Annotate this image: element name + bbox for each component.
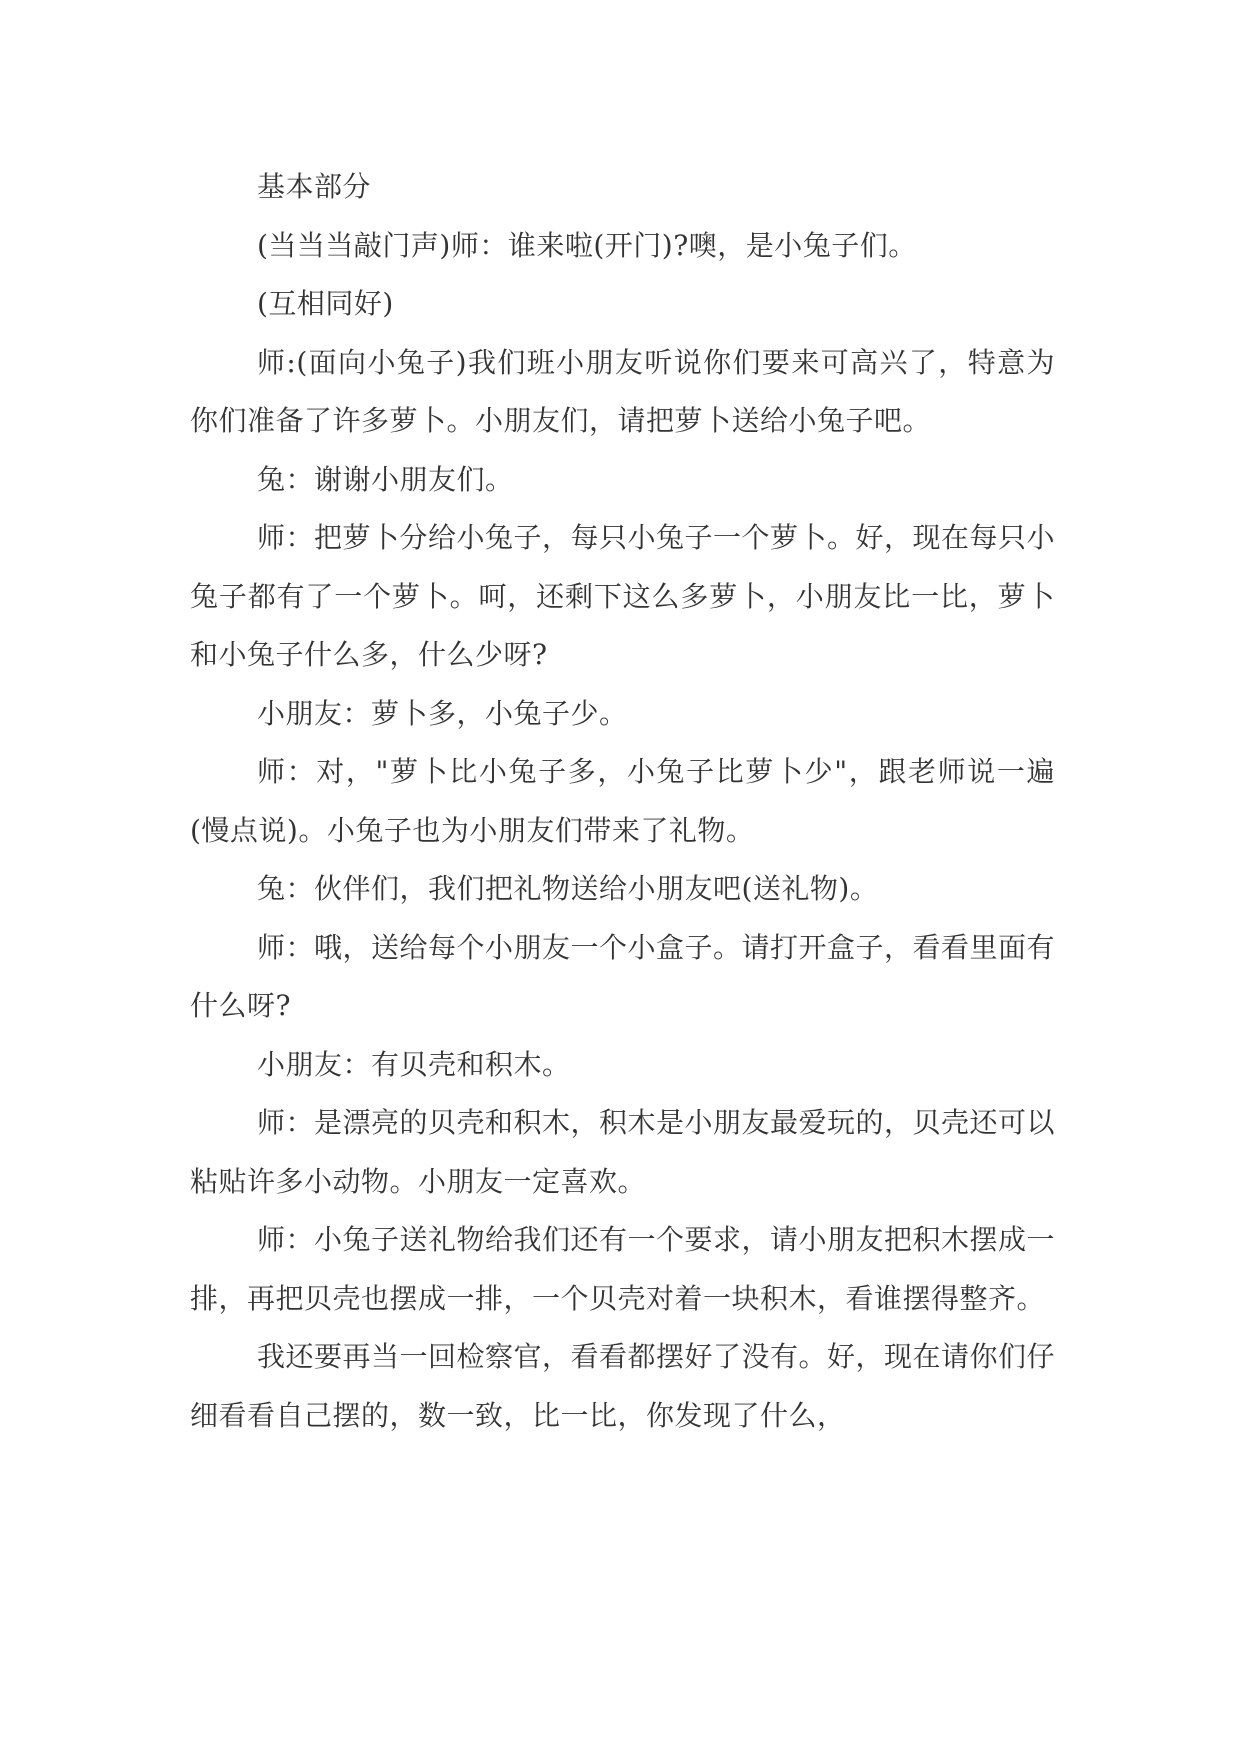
paragraph: 师：把萝卜分给小兔子，每只小兔子一个萝卜。好，现在每只小兔子都有了一个萝卜。呵，还剩下这么多萝卜，小朋友比一比，萝卜和小兔子什么多，什么少呀? <box>190 521 1056 671</box>
paragraph: 师：对，"萝卜比小兔子多，小兔子比萝卜少"，跟老师说一遍(慢点说)。小兔子也为小朋友们带来了礼物。 <box>190 755 1055 847</box>
paragraph: 我还要再当一回检察官，看看都摆好了没有。好，现在请你们仔细看看自己摆的，数一致，比一比，你发现了什么， <box>190 1340 1056 1432</box>
paragraph: 师:(面向小兔子)我们班小朋友听说你们要来可高兴了，特意为你们准备了许多萝卜。小朋友们，请把萝卜送给小兔子吧。 <box>190 345 1055 437</box>
paragraph: 师：小兔子送礼物给我们还有一个要求，请小朋友把积木摆成一排，再把贝壳也摆成一排，一个贝壳对着一块积木，看谁摆得整齐。 <box>190 1223 1056 1315</box>
document-body <box>190 158 1055 1445</box>
paragraph: 师：哦，送给每个小朋友一个小盒子。请打开盒子，看看里面有什么呀? <box>190 930 1056 1022</box>
paragraph: 小朋友：有贝壳和积木。 <box>257 1047 571 1081</box>
paragraph: 兔：谢谢小朋友们。 <box>257 462 514 496</box>
paragraph: 小朋友：萝卜多，小兔子少。 <box>257 696 628 730</box>
paragraph: 师：是漂亮的贝壳和积木，积木是小朋友最爱玩的，贝壳还可以粘贴许多小动物。小朋友一定喜欢。 <box>190 1106 1056 1198</box>
section-heading: 基本部分 <box>257 170 372 203</box>
paragraph: (互相同好) <box>257 287 394 320</box>
paragraph: 兔：伙伴们，我们把礼物送给小朋友吧(送礼物)。 <box>257 872 879 905</box>
paragraph: (当当当敲门声)师：谁来啦(开门)?噢，是小兔子们。 <box>257 228 917 262</box>
